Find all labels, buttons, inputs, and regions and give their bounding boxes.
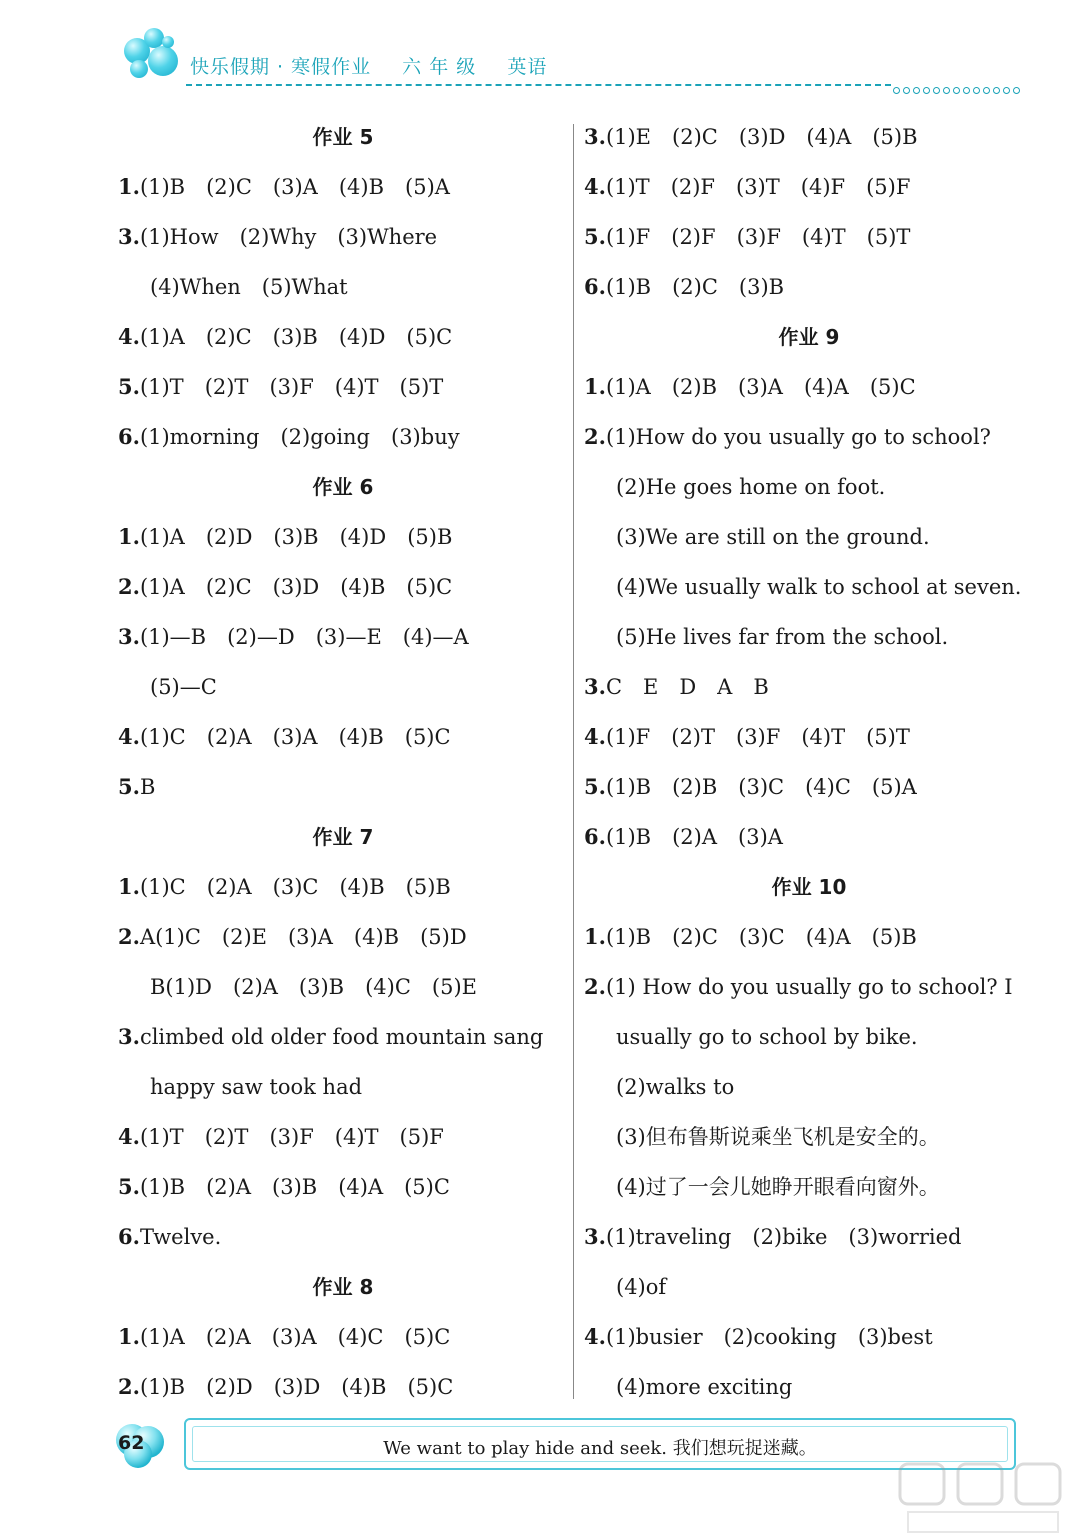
- answer-line: [118, 1362, 568, 1412]
- answer-continuation: (4)We usually walk to school at seven.: [616, 575, 1022, 599]
- question-number: 6.: [584, 274, 606, 299]
- answer-line: [118, 212, 568, 262]
- question-number: 6.: [584, 824, 606, 849]
- answer-line: [584, 412, 1034, 462]
- answer-line: [584, 212, 1034, 262]
- answer-line: [118, 312, 568, 362]
- answer-text: B: [139, 775, 156, 799]
- question-number: 3.: [118, 1024, 140, 1049]
- page-number: 62: [118, 1432, 145, 1454]
- assignment-heading: 作业 9: [778, 325, 840, 349]
- answer-text: (1)A (2)C (3)B (4)D (5)C: [139, 325, 453, 349]
- answer-text: A(1)C (2)E (3)A (4)B (5)D: [139, 925, 467, 949]
- answer-text: (1)B (2)A (3)A: [605, 825, 783, 849]
- answer-continuation: (4)When (5)What: [150, 275, 348, 299]
- answer-line: [584, 962, 1034, 1012]
- question-number: 4.: [584, 724, 606, 749]
- answer-continuation: (5)He lives far from the school.: [616, 625, 949, 649]
- answer-line: [118, 612, 568, 662]
- answer-line: [118, 562, 568, 612]
- assignment-heading: 作业 7: [312, 825, 374, 849]
- answer-text: climbed old older food mountain sang: [139, 1025, 544, 1049]
- header-divider: [186, 84, 891, 86]
- answer-text: (1)How do you usually go to school?: [605, 425, 991, 449]
- left-answer-column: [118, 112, 568, 1412]
- header-title: [190, 52, 557, 79]
- answer-text: (1)A (2)A (3)A (4)C (5)C: [139, 1325, 451, 1349]
- answer-line: [584, 812, 1034, 862]
- answer-text: (1)B (2)B (3)C (4)C (5)A: [605, 775, 917, 799]
- answer-line: [584, 362, 1034, 412]
- answer-line: [118, 1012, 568, 1062]
- answer-line: [118, 412, 568, 462]
- answer-line: [584, 712, 1034, 762]
- answer-line: [584, 162, 1034, 212]
- answer-text: Twelve.: [139, 1225, 222, 1249]
- answer-text: (1)T (2)F (3)T (4)F (5)F: [605, 175, 911, 199]
- answer-text: (1)B (2)C (3)B: [605, 275, 785, 299]
- question-number: 1.: [118, 174, 140, 199]
- answer-continuation: (5)—C: [150, 675, 217, 699]
- answer-text: (1)A (2)D (3)B (4)D (5)B: [139, 525, 453, 549]
- question-number: 5.: [118, 1174, 140, 1199]
- question-number: 6.: [118, 1224, 140, 1249]
- answer-text: (1)E (2)C (3)D (4)A (5)B: [605, 125, 918, 149]
- answer-continuation: (4)of: [616, 1275, 667, 1299]
- assignment-heading: 作业 6: [312, 475, 374, 499]
- book-title: 快乐假期 · 寒假作业: [190, 56, 372, 78]
- answer-text: (1)C (2)A (3)C (4)B (5)B: [139, 875, 451, 899]
- question-number: 5.: [118, 774, 140, 799]
- question-number: 1.: [118, 524, 140, 549]
- assignment-heading: 作业 5: [312, 125, 374, 149]
- question-number: 3.: [584, 1224, 606, 1249]
- question-number: 3.: [118, 624, 140, 649]
- answer-line: [118, 162, 568, 212]
- question-number: 3.: [584, 124, 606, 149]
- answer-line: [118, 762, 568, 812]
- question-number: 4.: [118, 724, 140, 749]
- question-number: 1.: [118, 874, 140, 899]
- question-number: 1.: [118, 1324, 140, 1349]
- answer-line: [118, 712, 568, 762]
- page-header: [0, 0, 1084, 110]
- watermark-logo: [898, 1460, 1078, 1536]
- answer-text: (1)B (2)D (3)D (4)B (5)C: [139, 1375, 454, 1399]
- question-number: 4.: [118, 324, 140, 349]
- bubbles-logo-icon: [118, 28, 188, 88]
- answer-line: [584, 662, 1034, 712]
- answer-continuation: (2)walks to: [616, 1075, 735, 1099]
- right-answer-column: [584, 112, 1034, 1412]
- answer-text: (1)How (2)Why (3)Where: [139, 225, 438, 249]
- answer-line: [584, 912, 1034, 962]
- question-number: 1.: [584, 924, 606, 949]
- answer-text: (1) How do you usually go to school? I: [605, 975, 1013, 999]
- question-number: 4.: [118, 1124, 140, 1149]
- footer-sentence-box: [184, 1418, 1016, 1470]
- answer-text: (1)B (2)C (3)C (4)A (5)B: [605, 925, 917, 949]
- question-number: 5.: [584, 224, 606, 249]
- answer-text: (1)C (2)A (3)A (4)B (5)C: [139, 725, 451, 749]
- question-number: 5.: [118, 374, 140, 399]
- answer-continuation: B(1)D (2)A (3)B (4)C (5)E: [150, 975, 477, 999]
- question-number: 1.: [584, 374, 606, 399]
- answer-continuation: (3)但布鲁斯说乘坐飞机是安全的。: [616, 1125, 940, 1149]
- column-divider: [573, 124, 574, 1399]
- header-dots: [893, 79, 1023, 98]
- question-number: 3.: [584, 674, 606, 699]
- question-number: 2.: [584, 974, 606, 999]
- question-number: 2.: [118, 924, 140, 949]
- answer-line: [118, 912, 568, 962]
- answer-continuation: usually go to school by bike.: [616, 1025, 918, 1049]
- answer-text: (1)traveling (2)bike (3)worried: [605, 1225, 962, 1249]
- question-number: 3.: [118, 224, 140, 249]
- question-number: 4.: [584, 1324, 606, 1349]
- answer-line: [118, 512, 568, 562]
- answer-line: [118, 1162, 568, 1212]
- answer-continuation: (3)We are still on the ground.: [616, 525, 930, 549]
- answer-line: [584, 262, 1034, 312]
- answer-text: C E D A B: [605, 675, 769, 699]
- assignment-heading: 作业 8: [312, 1275, 374, 1299]
- question-number: 6.: [118, 424, 140, 449]
- answer-line: [584, 1212, 1034, 1262]
- answer-text: (1)A (2)B (3)A (4)A (5)C: [605, 375, 916, 399]
- answer-text: (1)A (2)C (3)D (4)B (5)C: [139, 575, 453, 599]
- answer-line: [118, 862, 568, 912]
- answer-text: (1)—B (2)—D (3)—E (4)—A: [139, 625, 469, 649]
- grade-label: 六 年 级: [402, 56, 477, 78]
- answer-continuation: (2)He goes home on foot.: [616, 475, 886, 499]
- page-footer: [0, 1410, 1084, 1536]
- assignment-heading: 作业 10: [771, 875, 847, 899]
- answer-text: (1)busier (2)cooking (3)best: [605, 1325, 933, 1349]
- answer-line: [584, 762, 1034, 812]
- answer-text: (1)morning (2)going (3)buy: [139, 425, 460, 449]
- answer-line: [584, 112, 1034, 162]
- answer-text: (1)B (2)A (3)B (4)A (5)C: [139, 1175, 450, 1199]
- question-number: 2.: [118, 574, 140, 599]
- answer-line: [118, 1112, 568, 1162]
- question-number: 2.: [584, 424, 606, 449]
- question-number: 2.: [118, 1374, 140, 1399]
- answer-text: (1)T (2)T (3)F (4)T (5)F: [139, 1125, 444, 1149]
- answer-line: [118, 1312, 568, 1362]
- answer-line: [118, 1212, 568, 1262]
- answer-text: (1)T (2)T (3)F (4)T (5)T: [139, 375, 444, 399]
- question-number: 4.: [584, 174, 606, 199]
- subject-label: 英语: [507, 56, 548, 78]
- answer-continuation: (4)more exciting: [616, 1375, 793, 1399]
- question-number: 5.: [584, 774, 606, 799]
- answer-text: (1)F (2)T (3)F (4)T (5)T: [605, 725, 910, 749]
- answer-continuation: happy saw took had: [150, 1075, 363, 1099]
- answer-continuation: (4)过了一会儿她睁开眼看向窗外。: [616, 1175, 940, 1199]
- answer-text: (1)F (2)F (3)F (4)T (5)T: [605, 225, 911, 249]
- footer-sentence: We want to play hide and seek. 我们想玩捉迷藏。: [383, 1438, 817, 1459]
- answer-text: (1)B (2)C (3)A (4)B (5)A: [139, 175, 450, 199]
- answer-line: [584, 1312, 1034, 1362]
- answer-line: [118, 362, 568, 412]
